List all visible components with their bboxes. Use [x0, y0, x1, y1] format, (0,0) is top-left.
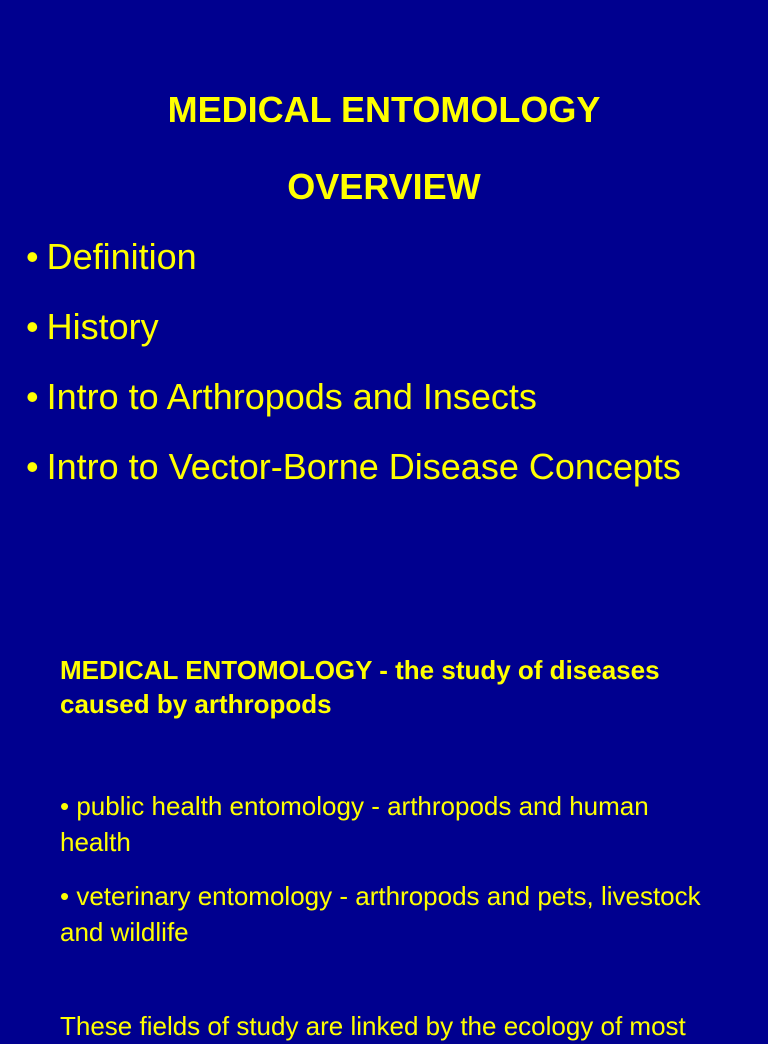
bullet-icon: •	[26, 376, 39, 417]
trailing-text: These fields of study are linked by the ecology of most	[60, 1011, 686, 1041]
sub-item-public-health: • public health entomology - arthropods and human health	[60, 791, 649, 857]
bullet-item-definition: • Definition	[26, 236, 197, 277]
bullet-icon: •	[26, 446, 39, 487]
bullet-icon: •	[26, 236, 39, 277]
bullet-icon: •	[26, 306, 39, 347]
sub-item-veterinary: • veterinary entomology - arthropods and pets, livestock and wildlife	[60, 881, 701, 947]
bullet-item-arthropods: • Intro to Arthropods and Insects	[26, 376, 537, 417]
definition-heading: MEDICAL ENTOMOLOGY - the study of diseases caused by arthropods	[60, 655, 660, 719]
slide-subtitle: OVERVIEW	[287, 166, 481, 207]
slide-definition	[0, 560, 768, 1041]
bullet-item-history: • History	[26, 306, 159, 347]
overview-bullet-list	[26, 237, 681, 517]
slide-title: MEDICAL ENTOMOLOGY	[167, 89, 601, 130]
bullet-item-vector-borne: • Intro to Vector-Borne Disease Concepts	[26, 446, 681, 487]
